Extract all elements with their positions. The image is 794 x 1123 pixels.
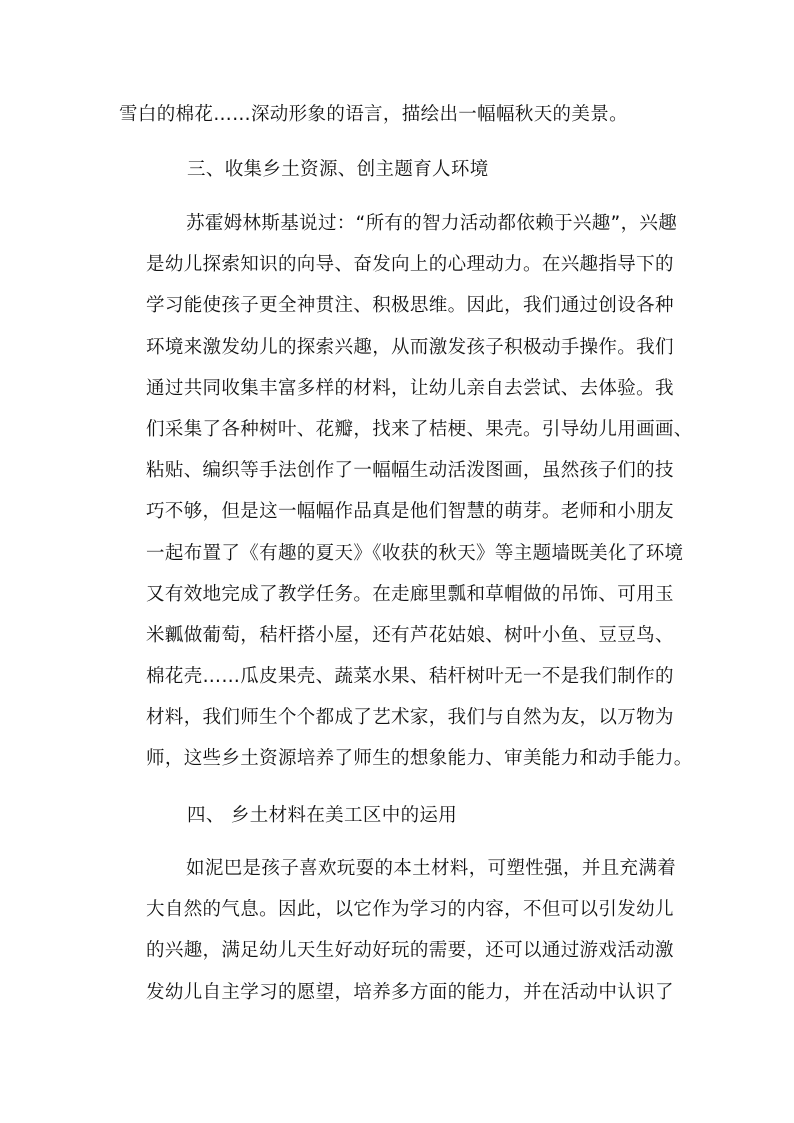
section-heading-3: 三、收集乡土资源、创主题育人环境 (187, 159, 489, 180)
text-line-7: 通过共同收集丰富多样的材料，让幼儿亲自去尝试、去体验。我 (146, 378, 674, 399)
text-line-10: 巧不够，但是这一幅幅作品真是他们智慧的萌芽。老师和小朋友 (146, 501, 674, 522)
text-line-14: 棉花壳……瓜皮果壳、蔬菜水果、秸杆树叶无一不是我们制作的 (146, 666, 674, 687)
text-line-20: 的兴趣，满足幼儿天生好动好玩的需要，还可以通过游戏活动激 (146, 940, 674, 961)
text-line-13: 米瓤做葡萄，秸杆搭小屋，还有芦花姑娘、树叶小鱼、豆豆鸟、 (146, 625, 674, 646)
text-line-21: 发幼儿自主学习的愿望，培养多方面的能力，并在活动中认识了 (146, 982, 674, 1003)
text-line-4: 是幼儿探索知识的向导、奋发向上的心理动力。在兴趣指导下的 (146, 254, 674, 275)
text-line-9: 粘贴、编织等手法创作了一幅幅生动活泼图画，虽然孩子们的技 (146, 460, 674, 481)
text-line-6: 环境来激发幼儿的探索兴趣，从而激发孩子积极动手操作。我们 (146, 337, 674, 358)
text-line-5: 学习能使孩子更全神贯注、积极思维。因此，我们通过创设各种 (146, 295, 674, 316)
text-line-1: 雪白的棉花……深动形象的语言，描绘出一幅幅秋天的美景。 (119, 104, 628, 125)
section-heading-4: 四、 乡土材料在美工区中的运用 (187, 805, 458, 826)
text-line-12: 又有效地完成了教学任务。在走廊里瓢和草帽做的吊饰、可用玉 (146, 584, 674, 605)
text-line-15: 材料，我们师生个个都成了艺术家，我们与自然为友，以万物为 (146, 707, 674, 728)
text-line-16: 师，这些乡土资源培养了师生的想象能力、审美能力和动手能力。 (146, 748, 693, 769)
text-line-8: 们采集了各种树叶、花瓣，找来了桔梗、果壳。引导幼儿用画画、 (146, 419, 693, 440)
text-line-18: 如泥巴是孩子喜欢玩耍的本土材料，可塑性强，并且充满着 (186, 858, 677, 879)
text-line-3: 苏霍姆林斯基说过：“所有的智力活动都依赖于兴趣”，兴趣 (186, 213, 678, 234)
text-line-19: 大自然的气息。因此，以它作为学习的内容，不但可以引发幼儿 (146, 899, 674, 920)
text-line-11: 一起布置了《有趣的夏天》《收获的秋天》等主题墙既美化了环境 (146, 543, 684, 564)
